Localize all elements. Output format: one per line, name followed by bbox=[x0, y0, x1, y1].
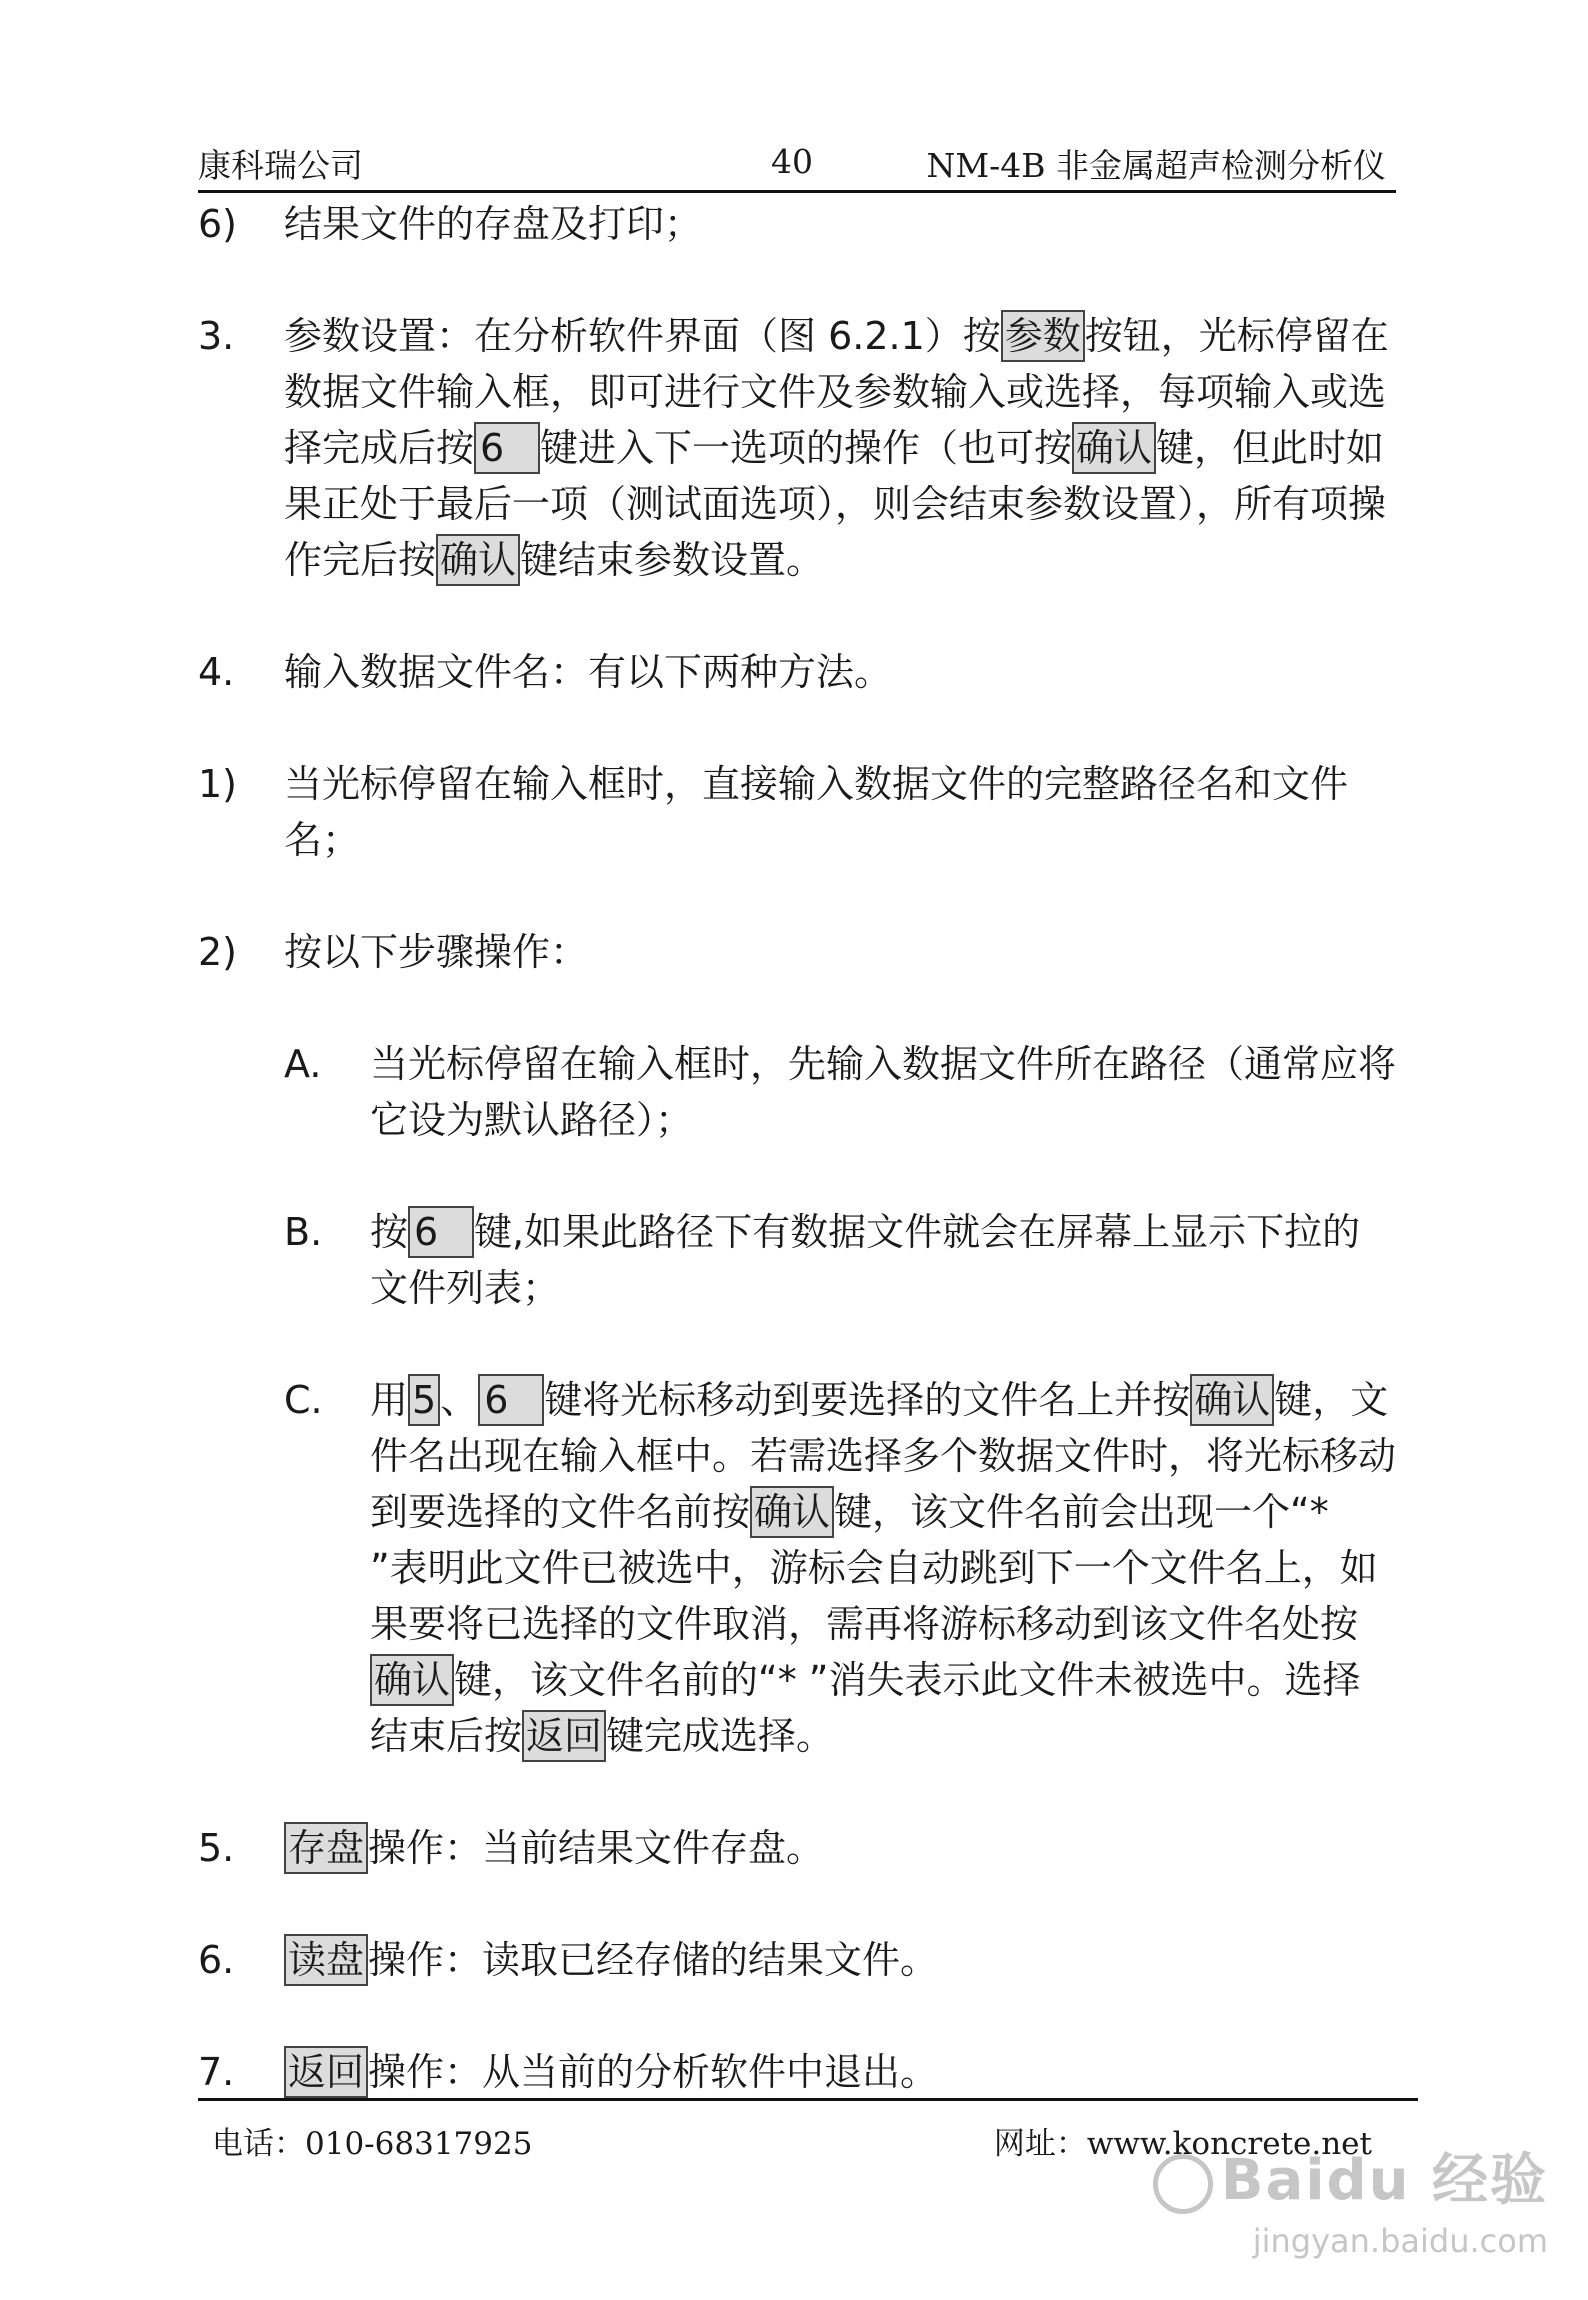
item-7-return bbox=[198, 2044, 1396, 2100]
text-run: 参数设置：在分析软件界面（图 6.2.1）按 bbox=[284, 314, 1001, 358]
text-run: 按 bbox=[370, 1210, 409, 1254]
company-name: 康科瑞公司 bbox=[198, 146, 363, 185]
item-text bbox=[284, 308, 1396, 588]
page-header bbox=[198, 140, 1396, 193]
confirm-key: 确认 bbox=[1072, 422, 1156, 474]
item-4-input-filename bbox=[198, 644, 1396, 700]
item-text bbox=[284, 1820, 1396, 1876]
item-number: 7. bbox=[198, 2050, 235, 2094]
phone-number: 电话：010-68317925 bbox=[212, 2126, 533, 2162]
step-b bbox=[284, 1204, 1396, 1316]
read-key: 读盘 bbox=[284, 1934, 368, 1986]
step-c bbox=[284, 1372, 1396, 1764]
text-run: 操作：读取已经存储的结果文件。 bbox=[368, 1938, 939, 1982]
item-4-method-2 bbox=[198, 924, 1396, 980]
document-body bbox=[198, 196, 1396, 2100]
item-5-save bbox=[198, 1820, 1396, 1876]
item-number: 3. bbox=[198, 314, 235, 358]
item-number: 6. bbox=[198, 1938, 235, 1982]
watermark-brand-text: Baidu 经验 bbox=[1220, 2148, 1548, 2213]
text-run: 操作：当前结果文件存盘。 bbox=[368, 1826, 825, 1870]
text-run: 按钮，光标停留在数据文件输入框，即可进行文件及参数输入或选择，每项输入或选择完成后按 bbox=[284, 314, 1389, 470]
step-text bbox=[370, 1372, 1396, 1764]
text-run: 键，文件名出现在输入框中。若需选择多个数据文件时，将光标移动到要选择的文件名前按 bbox=[370, 1378, 1397, 1534]
text-run: 键将光标移动到要选择的文件名上并按 bbox=[544, 1378, 1191, 1422]
text-run: 操作：从当前的分析软件中退出。 bbox=[368, 2050, 939, 2094]
item-text bbox=[284, 1932, 1396, 1988]
item-number: 4. bbox=[198, 650, 235, 694]
confirm-key: 确认 bbox=[370, 1654, 454, 1706]
item-6-print bbox=[198, 196, 1396, 252]
text-run: 键，但此时如果正处于最后一项（测试面选项），则会结束参数设置），所有项操作完后按 bbox=[284, 426, 1387, 582]
text-run: 、 bbox=[440, 1378, 479, 1422]
page-number: 40 bbox=[771, 142, 813, 181]
text-run: 键，该文件名前会出现一个“* ”表明此文件已被选中，游标会自动跳到下一个文件名上，如果要将已选择的文件取消，需再将游标移动到该文件名处按 bbox=[370, 1490, 1378, 1646]
paw-icon bbox=[1153, 2154, 1213, 2214]
product-title: NM-4B 非金属超声检测分析仪 bbox=[926, 146, 1386, 185]
item-text: 按以下步骤操作： bbox=[284, 930, 589, 974]
item-4-method-1 bbox=[198, 756, 1396, 868]
website: 网址：www.koncrete.net bbox=[993, 2126, 1372, 2162]
text-run: 用 bbox=[370, 1378, 409, 1422]
return-key: 返回 bbox=[522, 1710, 606, 1762]
step-a bbox=[284, 1036, 1396, 1148]
text-run: 键结束参数设置。 bbox=[520, 538, 825, 582]
key-5: 5 bbox=[408, 1374, 440, 1426]
return-key: 返回 bbox=[284, 2046, 368, 2098]
item-number: 1) bbox=[198, 762, 238, 806]
confirm-key: 确认 bbox=[1190, 1374, 1274, 1426]
item-3-parameter-settings bbox=[198, 308, 1396, 588]
save-key: 存盘 bbox=[284, 1822, 368, 1874]
step-text bbox=[370, 1204, 1396, 1316]
item-text: 结果文件的存盘及打印； bbox=[284, 202, 703, 246]
step-text: 当光标停留在输入框时，先输入数据文件所在路径（通常应将它设为默认路径）； bbox=[370, 1042, 1397, 1142]
step-letter: A. bbox=[284, 1042, 322, 1086]
step-letter: B. bbox=[284, 1210, 323, 1254]
confirm-key: 确认 bbox=[436, 534, 520, 586]
item-text: 当光标停留在输入框时，直接输入数据文件的完整路径名和文件名； bbox=[284, 762, 1349, 862]
item-text: 输入数据文件名：有以下两种方法。 bbox=[284, 650, 893, 694]
text-run: 键，该文件名前的“* ”消失表示此文件未被选中。选择结束后按 bbox=[370, 1658, 1361, 1758]
key-6: 6 bbox=[474, 422, 540, 474]
baidu-watermark bbox=[1153, 2136, 1548, 2260]
text-run: 键完成选择。 bbox=[606, 1714, 835, 1758]
confirm-key: 确认 bbox=[750, 1486, 834, 1538]
item-6-read bbox=[198, 1932, 1396, 1988]
item-text bbox=[284, 2044, 1396, 2100]
item-number: 5. bbox=[198, 1826, 235, 1870]
key-6: 6 bbox=[478, 1374, 544, 1426]
params-key: 参数 bbox=[1001, 310, 1085, 362]
watermark-brand bbox=[1153, 2136, 1548, 2216]
text-run: 键,如果此路径下有数据文件就会在屏幕上显示下拉的文件列表； bbox=[370, 1210, 1361, 1310]
footer-divider bbox=[198, 2098, 1418, 2101]
text-run: 键进入下一选项的操作（也可按 bbox=[540, 426, 1073, 470]
item-number: 2) bbox=[198, 930, 238, 974]
watermark-url: jingyan.baidu.com bbox=[1252, 2222, 1548, 2260]
step-letter: C. bbox=[284, 1378, 323, 1422]
key-6: 6 bbox=[408, 1206, 474, 1258]
item-number: 6) bbox=[198, 202, 238, 246]
